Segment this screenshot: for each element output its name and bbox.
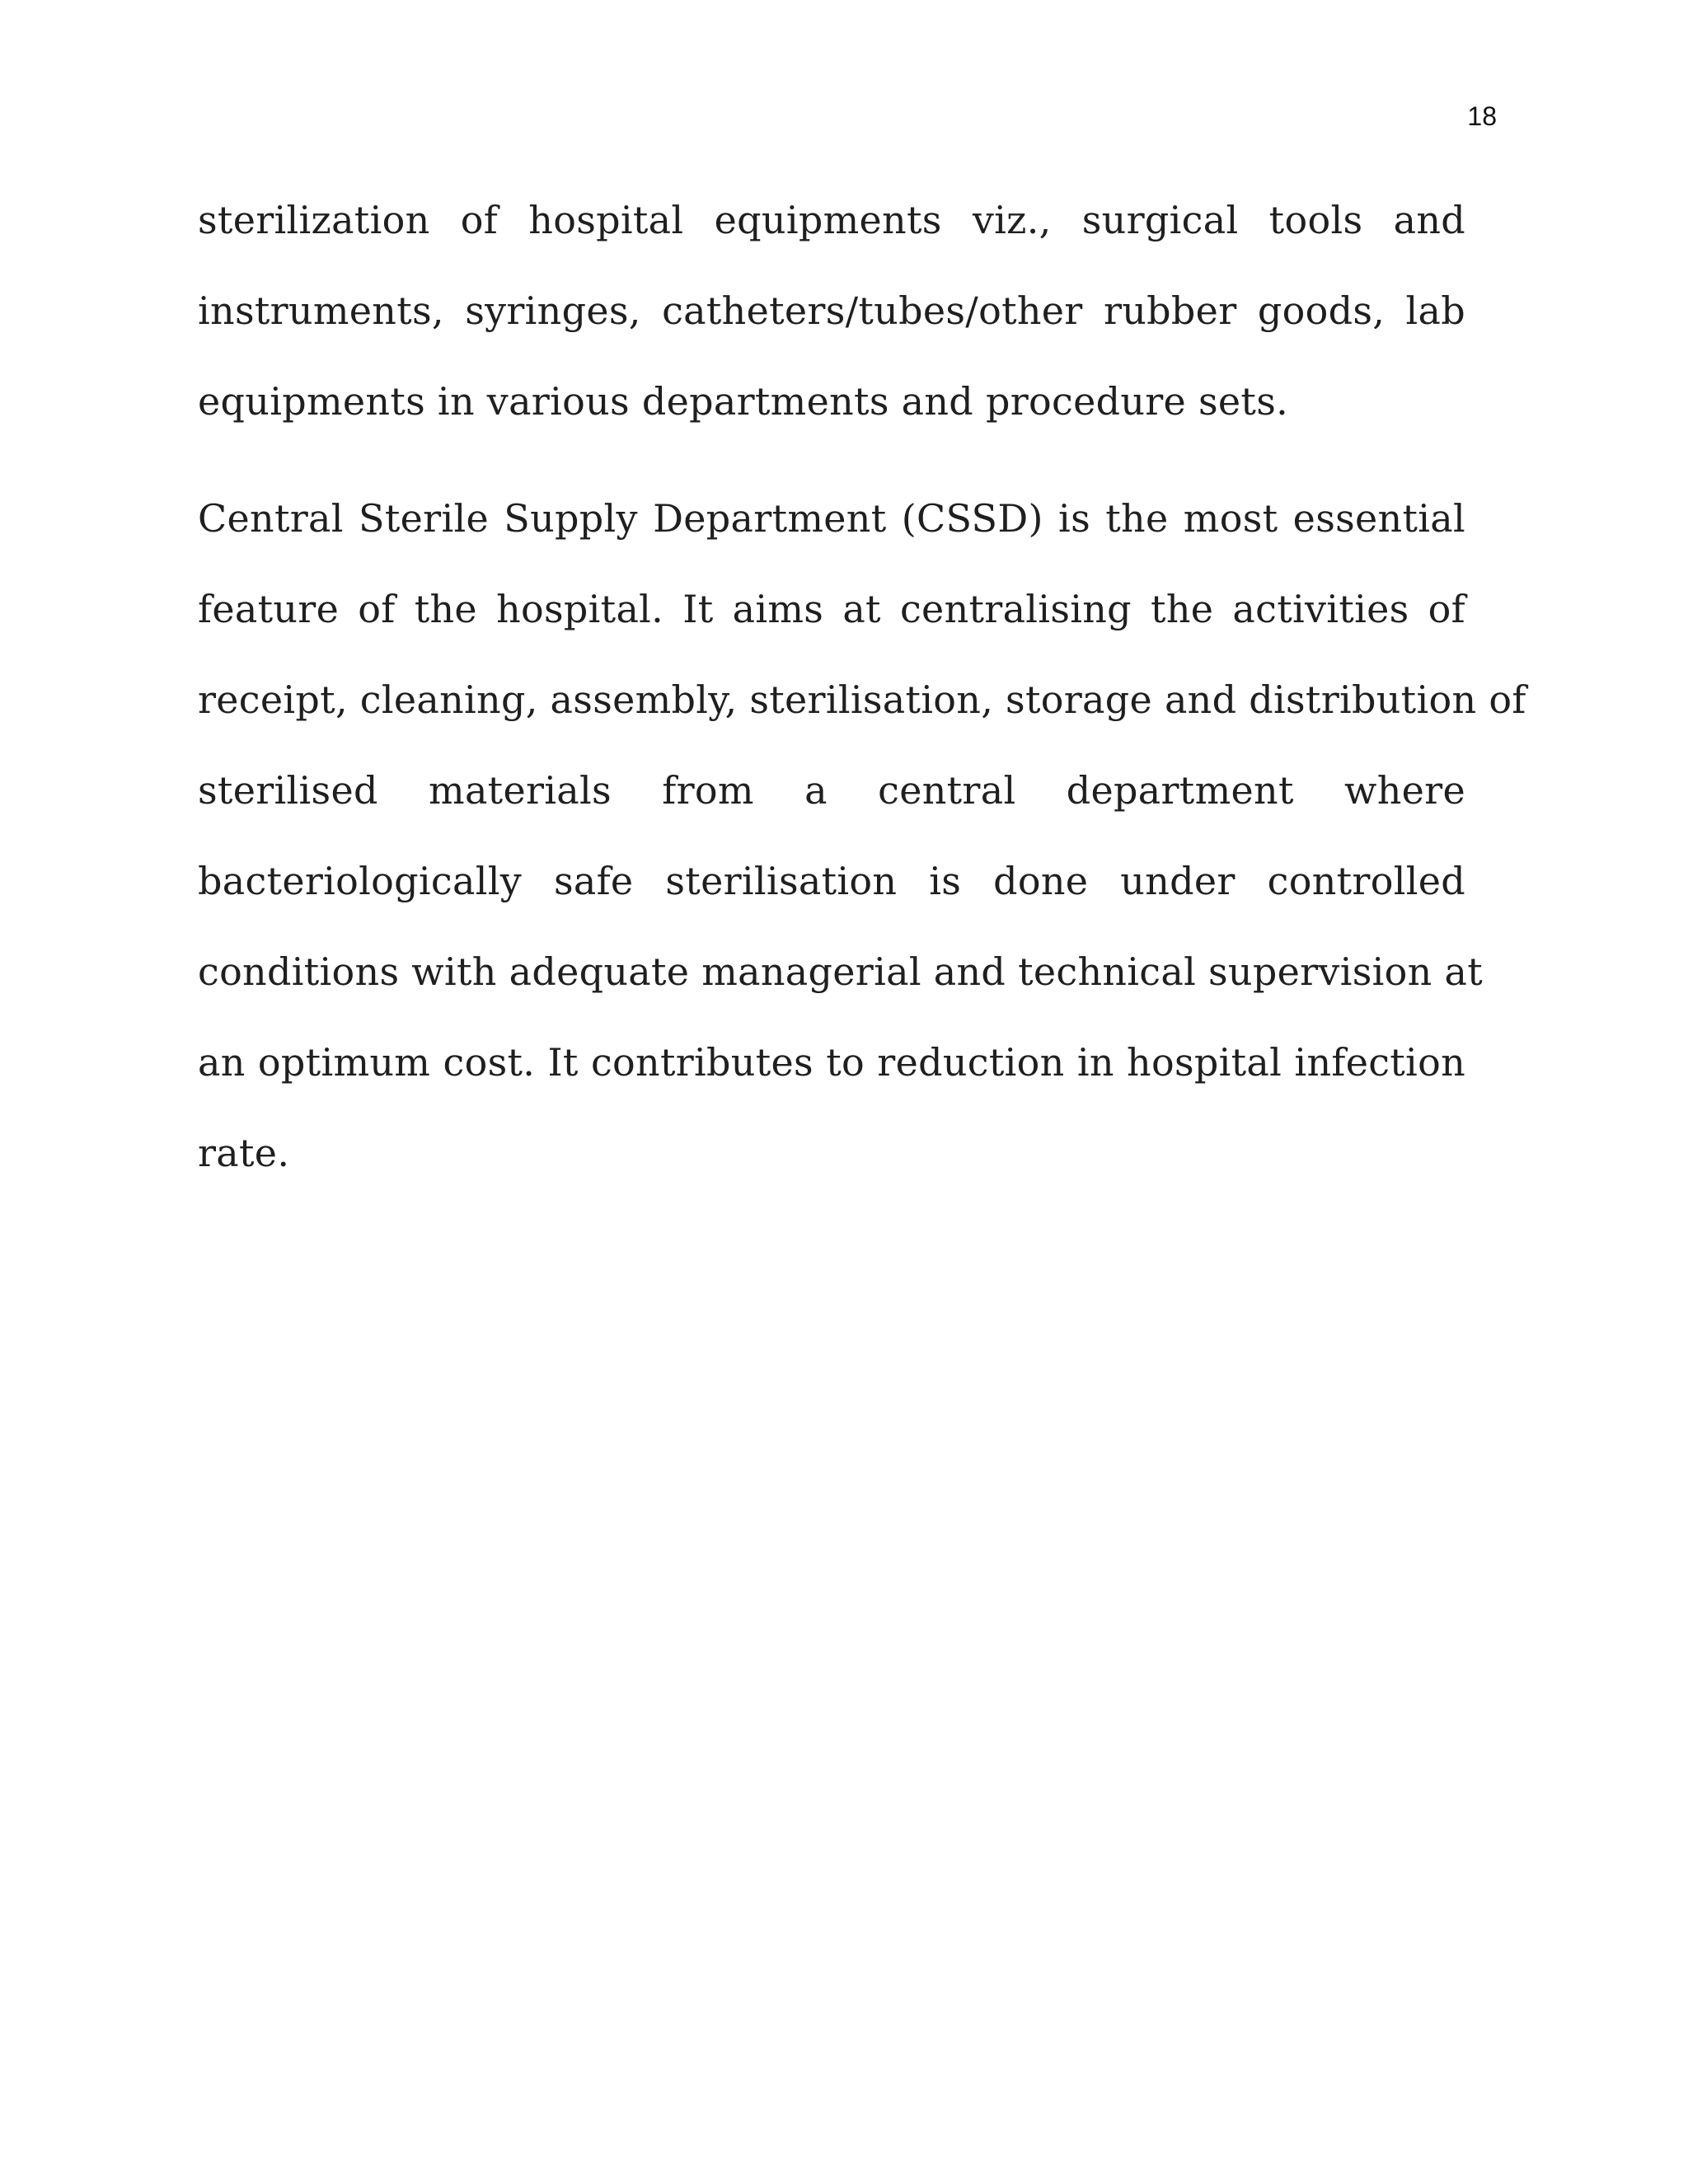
paragraph-line: feature of the hospital. It aims at centralising the activities of xyxy=(198,587,1465,631)
paragraph-line: Central Sterile Supply Department (CSSD) is the most essential xyxy=(198,496,1465,541)
paragraph-line: sterilised materials from a central department where xyxy=(198,768,1465,813)
page-number: 18 xyxy=(1467,101,1497,131)
paragraph-line: an optimum cost. It contributes to reduction in hospital infection xyxy=(198,1040,1465,1085)
paragraph-line: bacteriologically safe sterilisation is done under controlled xyxy=(198,859,1465,903)
paragraph-cssd-description xyxy=(198,473,1526,1198)
paragraph-line: rate. xyxy=(198,1131,290,1175)
paragraph-line: instruments, syringes, catheters/tubes/other rubber goods, lab xyxy=(198,288,1465,333)
paragraph-line: equipments in various departments and procedure sets. xyxy=(198,379,1289,424)
paragraph-line: conditions with adequate managerial and technical supervision at xyxy=(198,949,1483,994)
paragraph-line: receipt, cleaning, assembly, sterilisation, storage and distribution of xyxy=(198,677,1526,722)
paragraph-sterilization-items xyxy=(198,175,1465,447)
paragraph-line: sterilization of hospital equipments viz., surgical tools and xyxy=(198,198,1465,242)
